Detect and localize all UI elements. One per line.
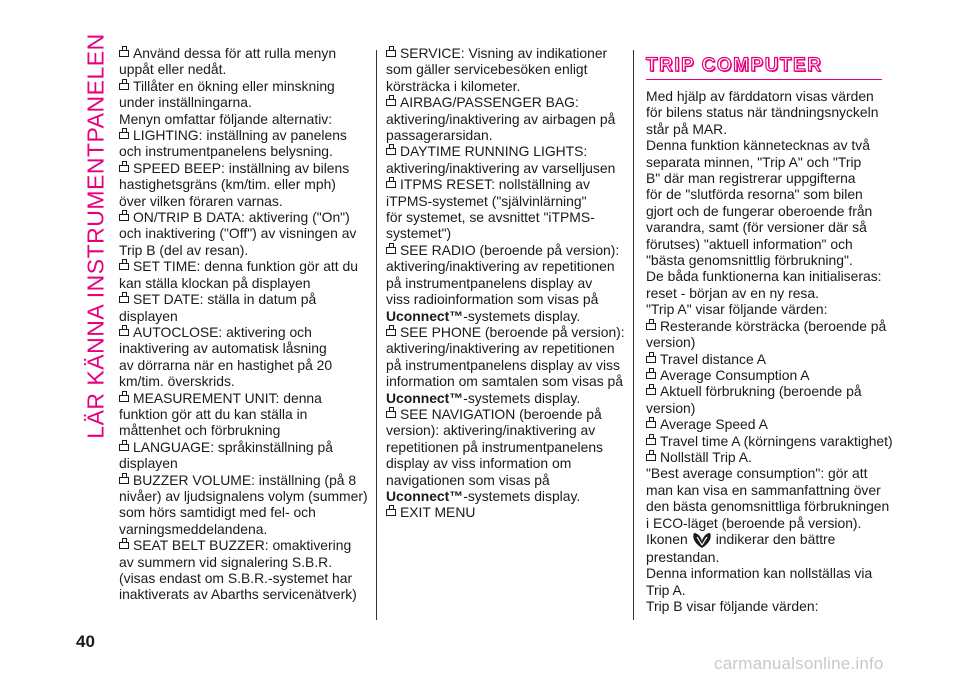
- line-text: funktion gör att du kan ställa in: [119, 405, 308, 422]
- line-text: viss radioinformation som visas på: [386, 291, 599, 308]
- line-text: SEAT BELT BUZZER: omaktivering: [133, 537, 352, 554]
- line-text: aktivering/inaktivering av varselljusen: [386, 159, 616, 176]
- line-text: av summern vid signalering S.B.R.: [119, 553, 333, 570]
- bullet-box-icon: [646, 388, 656, 395]
- bullet-item: [646, 432, 893, 449]
- line-text: separata minnen, "Trip A" och "Trip: [646, 153, 862, 170]
- line-text: version): [646, 399, 696, 416]
- line-text: för de "slutförda resorna" som bilen: [646, 186, 863, 203]
- text-line: [386, 111, 621, 127]
- line-text: LANGUAGE: språkinställning på: [133, 438, 333, 455]
- line-text: De båda funktionerna kan initialiseras:: [646, 268, 882, 285]
- text-line: [646, 104, 884, 120]
- line-text: den bästa genomsnittliga förbrukningen: [646, 498, 890, 515]
- page-number: 40: [76, 632, 95, 651]
- text-line: [646, 154, 884, 170]
- bullet-box-icon: [386, 509, 396, 516]
- watermark: carmanualsonline.info: [714, 654, 884, 673]
- bullet-item: [119, 390, 367, 406]
- text-line: [646, 219, 884, 235]
- line-text: Denna information kan nollställas via: [646, 565, 873, 582]
- line-text: displayen: [119, 455, 178, 472]
- line-text: körsträcka i kilometer.: [386, 77, 521, 94]
- line-text: (visas endast om S.B.R.-systemet har: [119, 570, 353, 586]
- text-line: [386, 373, 624, 390]
- line-text: -systemets display.: [463, 307, 581, 324]
- line-text: MEASUREMENT UNIT: denna: [133, 389, 322, 406]
- text-line: [119, 308, 367, 324]
- line-text: repetitionen på instrumentpanelens: [386, 438, 603, 455]
- text-line: [646, 252, 884, 268]
- text-line: [386, 488, 621, 504]
- column-3-body: [646, 88, 893, 615]
- text-line: [386, 390, 621, 406]
- bullet-box-icon: [646, 356, 656, 363]
- bullet-item: [646, 416, 884, 432]
- bullet-item: [119, 45, 367, 61]
- bullet-box-icon: [119, 542, 129, 549]
- text-line: [386, 193, 621, 209]
- bullet-item: [119, 160, 367, 176]
- bullet-box-icon: [646, 323, 656, 330]
- line-text: och inaktivering ("Off") av visningen av: [119, 225, 357, 242]
- title-rule: [646, 79, 882, 80]
- line-text: DAYTIME RUNNING LIGHTS:: [400, 143, 588, 160]
- bullet-item: [386, 45, 621, 61]
- text-line: [646, 203, 884, 219]
- line-text: Trip A.: [646, 581, 686, 598]
- text-line: [646, 515, 884, 531]
- text-line: [646, 465, 884, 481]
- bullet-box-icon: [646, 438, 656, 445]
- line-text: nivåer) av ljudsignalens volym (summer): [119, 487, 368, 504]
- line-text: Denna funktion kännetecknas av två: [646, 137, 870, 154]
- text-line: [119, 488, 367, 504]
- line-text: Trip B (del av resan).: [119, 241, 249, 258]
- text-line: [119, 570, 367, 586]
- line-text: indikerar den bättre: [715, 530, 836, 547]
- bullet-item: [119, 78, 367, 94]
- line-text: "bästa genomsnittlig förbrukning".: [646, 252, 853, 269]
- line-text: uppåt eller nedåt.: [119, 61, 227, 78]
- bullet-item: [646, 449, 884, 465]
- line-text: över vilken föraren varnas.: [119, 192, 283, 209]
- line-text: AIRBAG/PASSENGER BAG:: [400, 94, 579, 111]
- line-text: varandra, samt (för versioner där så: [646, 219, 867, 236]
- text-line: [119, 242, 367, 258]
- line-text: EXIT MENU: [400, 504, 476, 521]
- bullet-box-icon: [386, 50, 396, 57]
- text-line: [119, 340, 367, 356]
- line-text: Menyn omfattar följande alternativ:: [119, 110, 333, 127]
- text-line: [646, 186, 884, 202]
- line-text: i ECO-läget (beroende på version).: [646, 514, 862, 531]
- line-text: navigationen som visas på: [386, 471, 550, 488]
- line-text: "Trip A" visar följande värden:: [646, 301, 828, 318]
- bullet-item: [646, 317, 887, 334]
- bullet-box-icon: [119, 132, 129, 139]
- section-title: TRIP COMPUTER: [646, 55, 823, 76]
- line-text: LIGHTING: inställning av panelens: [133, 127, 347, 144]
- text-line: [386, 422, 621, 438]
- line-text: reset - början av en ny resa.: [646, 284, 819, 301]
- line-text: Nollställ Trip A.: [660, 448, 752, 465]
- bullet-box-icon: [119, 50, 129, 57]
- bullet-item: [119, 127, 367, 143]
- line-text: Använd dessa för att rulla menyn: [133, 45, 337, 61]
- bullet-box-icon: [386, 329, 396, 336]
- line-text: av dörrarna när en hastighet på 20: [119, 356, 333, 373]
- line-text: information om samtalen som visas på: [386, 373, 624, 390]
- line-text: Average Consumption A: [660, 366, 810, 383]
- text-line: [386, 455, 621, 471]
- bullet-box-icon: [119, 477, 129, 484]
- bullet-box-icon: [119, 329, 129, 336]
- text-line: [119, 193, 367, 209]
- line-text: Travel time A (körningens varaktighet): [660, 432, 893, 449]
- text-line: [119, 143, 367, 159]
- line-text: för bilens status när tändningsnyckeln: [646, 104, 879, 121]
- line-text: måttenhet och förbrukning: [119, 422, 281, 439]
- line-text: aktivering/inaktivering av airbagen på: [386, 110, 616, 127]
- brand-name: Uconnect™: [386, 487, 464, 504]
- bullet-item: [119, 472, 367, 488]
- line-text: på instrumentpanelens display av: [386, 274, 593, 291]
- bullet-item: [119, 537, 367, 553]
- line-text: SEE RADIO (beroende på version):: [400, 241, 620, 258]
- text-line: [386, 275, 621, 291]
- line-text: Tillåter en ökning eller minskning: [133, 77, 335, 94]
- text-line: [646, 482, 884, 498]
- line-text: version): [646, 334, 696, 351]
- line-text: "Best average consumption": gör att: [646, 465, 868, 482]
- text-line: [646, 236, 884, 252]
- bullet-box-icon: [386, 411, 396, 418]
- text-line: [386, 340, 621, 356]
- bullet-box-icon: [386, 99, 396, 106]
- text-line: [119, 61, 367, 77]
- text-line: [646, 334, 884, 350]
- line-text: displayen: [119, 307, 178, 324]
- text-line: [386, 209, 621, 225]
- text-line: [646, 531, 884, 549]
- bullet-item: [646, 383, 884, 399]
- bullet-box-icon: [119, 296, 129, 303]
- text-line: [386, 439, 621, 455]
- text-line: [646, 549, 884, 565]
- line-text: iTPMS-systemet ("självinlärning": [386, 192, 587, 209]
- line-text: AUTOCLOSE: aktivering och: [133, 323, 312, 340]
- line-text: SEE PHONE (beroende på version):: [400, 323, 625, 340]
- line-text: Trip B visar följande värden:: [646, 598, 819, 615]
- line-text: hastighetsgräns (km/tim. eller mph): [119, 176, 336, 193]
- text-line: [646, 582, 884, 598]
- bullet-item: [646, 367, 884, 383]
- line-text: ON/TRIP B DATA: aktivering ("On"): [133, 209, 350, 226]
- column-divider: [633, 50, 634, 620]
- bullet-item: [386, 242, 621, 258]
- bullet-box-icon: [646, 454, 656, 461]
- bullet-box-icon: [386, 148, 396, 155]
- bullet-box-icon: [386, 247, 396, 254]
- text-line: [386, 61, 621, 77]
- text-line: [119, 373, 367, 389]
- line-text: passagerarsidan.: [386, 127, 493, 144]
- bullet-box-icon: [119, 83, 129, 90]
- bullet-box-icon: [119, 165, 129, 172]
- line-text: SEE NAVIGATION (beroende på: [400, 405, 602, 422]
- line-text: Med hjälp av färddatorn visas värden: [646, 88, 874, 104]
- bullet-item: [119, 291, 367, 307]
- text-line: [119, 406, 367, 422]
- bullet-box-icon: [646, 421, 656, 428]
- line-text: under inställningarna.: [119, 94, 252, 111]
- line-text: kan ställa klockan på displayen: [119, 274, 311, 291]
- line-text: display av viss information om: [386, 455, 572, 472]
- bullet-item: [386, 176, 621, 192]
- line-text: Travel distance A: [660, 350, 767, 367]
- text-line: [119, 554, 367, 570]
- bullet-box-icon: [646, 372, 656, 379]
- line-text: -systemets display.: [463, 487, 581, 504]
- line-text: som gäller servicebesöken enligt: [386, 61, 588, 78]
- line-text: SET DATE: ställa in datum på: [133, 291, 317, 308]
- side-title: [82, 32, 109, 439]
- bullet-item: [386, 406, 621, 422]
- column-2: [386, 45, 625, 521]
- text-line: [646, 400, 884, 416]
- side-title-text: LÄR KÄNNA INSTRUMENTPANELEN: [82, 32, 109, 439]
- line-text: km/tim. överskrids.: [119, 373, 235, 390]
- line-text: Resterande körsträcka (beroende på: [660, 317, 887, 334]
- line-text: varningsmeddelandena.: [119, 520, 268, 537]
- brand-name: Uconnect™: [386, 389, 464, 406]
- text-line: [119, 225, 367, 241]
- text-line: [119, 357, 367, 373]
- line-text: -systemets display.: [463, 389, 581, 406]
- bullet-box-icon: [119, 444, 129, 451]
- line-text: inaktiverats av Abarths servicenätverk): [119, 586, 357, 603]
- bullet-box-icon: [119, 214, 129, 221]
- text-line: [119, 94, 367, 110]
- text-line: [646, 137, 884, 153]
- bullet-box-icon: [386, 181, 396, 188]
- text-line: [646, 498, 890, 515]
- line-text: Average Speed A: [660, 416, 768, 433]
- line-text: aktivering/inaktivering av repetitionen: [386, 258, 615, 275]
- line-text: aktivering/inaktivering av repetitionen: [386, 340, 615, 357]
- text-line: [646, 285, 884, 301]
- line-text: gjort och de fungerar oberoende från: [646, 202, 873, 219]
- text-line: [646, 268, 884, 284]
- text-line: [646, 88, 884, 104]
- brand-name: Uconnect™: [386, 307, 464, 324]
- text-line: [646, 301, 884, 317]
- text-line: [646, 121, 884, 137]
- eco-leaf-icon: [690, 531, 714, 549]
- line-text: SERVICE: Visning av indikationer: [400, 45, 608, 61]
- line-text: man kan visa en sammanfattning över: [646, 481, 881, 498]
- line-text: prestandan.: [646, 548, 720, 565]
- column-3: [646, 55, 893, 615]
- text-line: [386, 160, 621, 176]
- line-text: SPEED BEEP: inställning av bilens: [133, 159, 350, 176]
- line-text: för systemet, se avsnittet "iTPMS-: [386, 209, 595, 226]
- line-text: förutses) "aktuell information" och: [646, 235, 853, 252]
- text-line: [646, 565, 884, 581]
- text-line: [119, 521, 367, 537]
- text-line: [119, 455, 367, 471]
- line-text: Aktuell förbrukning (beroende på: [660, 383, 862, 400]
- line-text: B" där man registrerar uppgifterna: [646, 170, 856, 187]
- bullet-item: [119, 324, 367, 340]
- text-line: [119, 176, 367, 192]
- text-line: [386, 472, 621, 488]
- text-line: [386, 258, 621, 274]
- text-line: [119, 586, 367, 602]
- bullet-item: [646, 351, 884, 367]
- text-line: [119, 422, 367, 438]
- bullet-item: [119, 439, 367, 455]
- bullet-box-icon: [119, 263, 129, 270]
- line-text: SET TIME: denna funktion gör att du: [133, 258, 358, 275]
- bullet-item: [386, 504, 621, 520]
- text-line: [646, 598, 884, 614]
- line-prefix: Ikonen: [646, 530, 688, 547]
- line-text: och instrumentpanelens belysning.: [119, 143, 333, 160]
- text-line: [119, 504, 367, 520]
- line-text: version): aktivering/inaktivering av: [386, 422, 596, 439]
- line-text: systemet"): [386, 225, 452, 242]
- bullet-item: [386, 94, 621, 110]
- line-text: ITPMS RESET: nollställning av: [400, 176, 590, 193]
- text-line: [119, 111, 367, 127]
- text-line: [386, 308, 621, 324]
- text-line: [386, 291, 621, 307]
- line-text: står på MAR.: [646, 120, 728, 137]
- text-line: [646, 170, 884, 186]
- text-line: [386, 357, 621, 373]
- text-line: [119, 275, 367, 291]
- text-line: [386, 127, 621, 143]
- text-line: [386, 78, 621, 94]
- line-text: BUZZER VOLUME: inställning (på 8: [133, 471, 357, 488]
- bullet-item: [386, 323, 625, 340]
- bullet-item: [386, 143, 621, 159]
- column-1: [119, 45, 367, 603]
- text-line: [386, 225, 621, 241]
- bullet-box-icon: [119, 395, 129, 402]
- bullet-item: [119, 258, 367, 274]
- line-text: som hörs samtidigt med fel- och: [119, 504, 316, 521]
- column-divider: [376, 50, 377, 620]
- line-text: på instrumentpanelens display av viss: [386, 356, 620, 373]
- line-text: inaktivering av automatisk låsning: [119, 340, 327, 357]
- bullet-item: [119, 209, 367, 225]
